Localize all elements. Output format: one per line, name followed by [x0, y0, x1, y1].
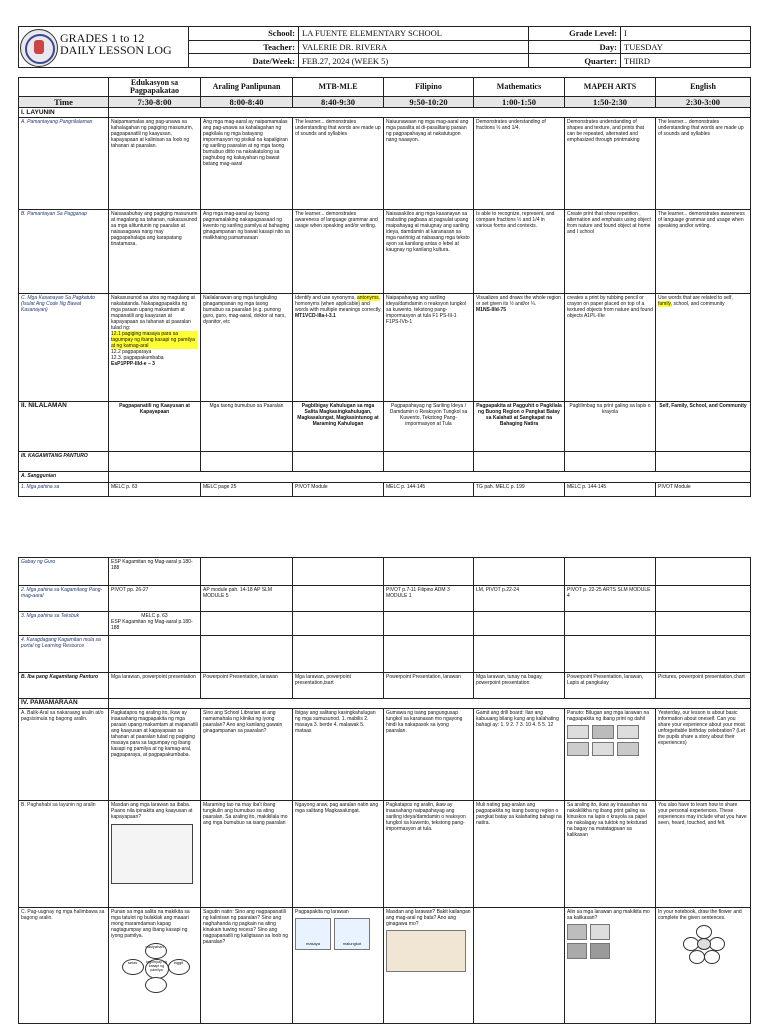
cell-rbh-mapeh: Sa araling ito, ikaw ay inaasahan na nakakilikha ng ibang print galing sa kinuskos na lapis o krayola sa papel na nakalagay sa tuktok ng teksturad na bagay na matatagpuan sa kalikasan: [565, 801, 656, 908]
sad-child-image: [334, 918, 370, 950]
happy-child-caption: masaya: [305, 941, 320, 946]
print-images-row-1: [567, 725, 653, 739]
cell-pahina-esp: MELC p. 63: [109, 483, 201, 497]
cell-rb-filipino: Powerpoint Presentation, larawan: [384, 673, 474, 699]
cell-rc-esp-text: Punan sa mga salita na makikita sa mga tatulot ng bulaklak ang maaari mong maramdaman kapag nagtagumpay ang ibang kasapi ng iyong pamilya.: [111, 909, 190, 939]
cell-c-english-highlight: family: [658, 301, 671, 307]
time-english: 2:30-3:00: [656, 97, 751, 108]
cell-c-esp-code: EsP1PPP-IIId-e – 3: [111, 361, 155, 367]
cell-rc-esp: [109, 908, 201, 1024]
school-value: LA FUENTE ELEMENTARY SCHOOL: [299, 27, 529, 41]
cell-pahina-filipino: MELC p. 144-145: [384, 483, 474, 497]
date-week-value: FEB.27, 2024 (WEEK 5): [299, 54, 529, 68]
cell-c-english: [656, 294, 751, 402]
section-pamamaraan: IV. PAMAMARAAN: [19, 699, 109, 709]
row-label-paghahabi: B. Paghahabi sa layunin ng aralin: [19, 801, 109, 908]
cell-a-filipino: Naiuunawaan ng mga mag-aaral ang mga pasalita at di-pasalitang paraan ng pagpapahayag at nakatutugon nang naaayon.: [384, 118, 474, 210]
day-value: TUESDAY: [621, 40, 751, 54]
cell-ra-mapeh: [565, 709, 656, 801]
cell-c-filipino: Naipapahayag ang sariling ideya/damdamin o reaksyon tungkol sa kuwento, tekstong pang-impormasyon at tula F1 PS-III-1 F1PS-IVb-1: [384, 294, 474, 402]
leaf-print-image: [567, 725, 589, 739]
nature-images-row: [567, 924, 653, 940]
cell-ra-ap: Sino ang School Librarian at ang namamahala ng klinika ng iyong paaralan? Ano ang kanilang gawain ginagampanan sa paaralan?: [201, 709, 293, 801]
happy-child-image: [295, 918, 331, 950]
cell-c-esp-text: Nakasusunod sa utos ng magulang at nakatatanda. Nakapagpapakita ng mga paraan upang makamtam at mapanatili ang kaayusan at kapayapaan sa tahanan at paaralan tulad ng:: [111, 295, 195, 331]
sad-child-caption: malungkot: [342, 941, 362, 946]
mushroom-image: [567, 924, 587, 940]
row-label-pag-uugnay: C. Pag-uugnay ng mga halimbawa sa bagong aralin.: [19, 908, 109, 1024]
cell-pahina-ap: MELC page 25: [201, 483, 293, 497]
nature-images-row-2: [567, 943, 653, 959]
cell-c-english-text-b: , school, and community: [670, 301, 725, 307]
subject-header-ap: Araling Panlipunan: [201, 78, 293, 97]
cell-c-english-text-a: Use words that are related to self,: [658, 295, 733, 301]
cell-b-english: The learner... demonstrates awareness of language grammar and usage when speaking and/or writing.: [656, 210, 751, 294]
cell-r2-english: [656, 586, 751, 612]
cell-rb-english: Pictures, powerpoint presentation,chart: [656, 673, 751, 699]
time-mapeh: 1:50-2:30: [565, 97, 656, 108]
quarter-label: Quarter:: [529, 54, 621, 68]
teacher-value: VALERIE DR. RIVERA: [299, 40, 529, 54]
cell-gabay-esp: ESP Kagamitan ng Mag-aaral p.180-188: [109, 558, 201, 586]
title-line-2: DAILY LESSON LOG: [60, 43, 172, 57]
title-line-1: GRADES 1 to 12: [60, 31, 145, 45]
cell-a-mtb: The learner... demonstrates understanding that words are made up of sounds and syllables: [293, 118, 384, 210]
cell-b-esp: Naisasabuhay ang pagiging masunurin at magalang sa tahanan, nakasusunod sa mga alituntunin ng paaralan at naisasagawa nang may pagpapahalaga ang karapatang tinatamasa.: [109, 210, 201, 294]
cell-r2-mtb: [293, 586, 384, 612]
cell-rc-filipino: [384, 908, 474, 1024]
row-label-kagamitang-pang-mag-aaral: 2. Mga pahina sa Kagamitang Pang-mag-aaral: [19, 586, 109, 612]
cell-c-mtb-text-a: Identify and use synonyms,: [295, 295, 357, 301]
section-nilalaman: II. NILALAMAN: [19, 402, 109, 452]
row-label-pamantayang-pangnilalaman: A. Pamantayang Pangnilalaman: [19, 118, 109, 210]
row-label-mga-pahina: 1. Mga pahina sa: [19, 483, 109, 497]
cell-r3-esp-melc: MELC p. 63: [141, 613, 168, 619]
cell-b-mapeh: Create print that show repetition , alternation and emphasis using object from nature and found object at home and I school: [565, 210, 656, 294]
time-mtb: 8:40-9:30: [293, 97, 384, 108]
cell-ra-math: Gamit ang drill board: Ilan ang kabuuang bilang kung ang kalahating bahagi ay: 1. 9 2. 7 3. 10 4. 5 5. 12: [474, 709, 565, 801]
cell-rb-mapeh: Powerpoint Presentation, larawan, Lapis at pangkulay: [565, 673, 656, 699]
page-gap: [0, 515, 768, 552]
flower-drawing-icon: [681, 925, 725, 965]
flower-petal-top: nasiyahan: [145, 943, 167, 959]
subject-header-mtb: MTB-MLE: [293, 78, 384, 97]
fabric-print-image: [592, 742, 614, 756]
cell-rc-mapeh-text: Alin sa mga larawan ang makikita mo sa kalikasan?: [567, 909, 650, 921]
cell-c-math: [474, 294, 565, 402]
cell-r3-esp: [109, 612, 201, 636]
cell-rc-math: [474, 908, 565, 1024]
comic-illustration-image: [111, 824, 193, 884]
time-filipino: 9:50-10:20: [384, 97, 474, 108]
subject-header-esp: Edukasyon sa Pagpapakatao: [109, 78, 201, 97]
cell-rb-mtb: Mga larawan, powerpoint presentation,tsart: [293, 673, 384, 699]
texture-print-image: [617, 742, 639, 756]
cell-pahina-mtb: PIVOT Module: [293, 483, 384, 497]
day-label: Day:: [529, 40, 621, 54]
tree-image: [567, 943, 587, 959]
cell-ii-esp: Pagpapanatili ng Kaayusan at Kapayapaan: [109, 402, 201, 452]
cell-a-english: The learner... demonstrates understanding that words are made up of sounds and syllables: [656, 118, 751, 210]
cell-c-esp-highlight: 12.1 pagiging masaya para sa tagumpay ng ibang kasapi ng pamilya at ng kamag-aral: [111, 331, 198, 349]
bark-print-image: [592, 725, 614, 739]
row-label-pamantayan-sa-pagganap: B. Pamantayan Sa Pagganap: [19, 210, 109, 294]
cell-ii-math: Pagpapakita at Pagguhit o Pagkilala ng Buong Region o Pangkat Batay sa Kalahati at Sangkapat na Bahaging Natira: [474, 402, 565, 452]
cell-rc-english: [656, 908, 751, 1024]
cell-ii-filipino: Pagpapahayag ng Sariling Ideya / Damdamin o Reaksyon Tungkol sa Kuwento, Tekstong Pang-impormasyon at Tula: [384, 402, 474, 452]
stone-print-image: [617, 725, 639, 739]
row-label-balik-aral: A. Balik-Aral sa nakaraang aralin at/o pagsisimula ng bagong aralin.: [19, 709, 109, 801]
cell-c-math-code: M1NS-IIId-75: [476, 307, 507, 313]
cell-b-ap: Ang mga mag-aaral ay buong pagmamalaking nakapagsasaad ng kwento ng sariling pamilya at bahaging ginagampanan ng bawat kasapi nito sa malikhaing pamamaraan: [201, 210, 293, 294]
cell-c-ap: Nailalarawan ang mga tungkuling ginagampanan ng mga taong bumubuo sa paaralan (e.g. punong guro, guro, mag-aaral, doktor at nars, dyanitor, etc: [201, 294, 293, 402]
cell-a-mapeh: Demonstrates understanding of shapes and texture, and prints that can be repeated, alternated and emphasized through printmaking: [565, 118, 656, 210]
cell-rc-mtb-text: Pagpapakita ng larawan: [295, 909, 349, 915]
cell-pahina-math: TG pah. MELC p. 199: [474, 483, 565, 497]
flower-petal-right: inggit: [168, 959, 190, 975]
cell-pahina-mapeh: MELC p. 144-145: [565, 483, 656, 497]
cell-rb-ap: Powerpoint Presentation, larawan: [201, 673, 293, 699]
date-week-label: Date/Week:: [189, 54, 299, 68]
cell-r2-mapeh: PIVOT p. 22-25 ARTS SLM MODULE 4: [565, 586, 656, 612]
cell-rb-math: Mga larawan, tunay na bagay, powerpoint presentation: [474, 673, 565, 699]
cell-rbh-esp: [109, 801, 201, 908]
leaf-image: [590, 924, 610, 940]
cell-rc-filipino-text: Masdan ang larawan? Bakit kailangan ang mag-aral ng bata? Ano ang ginagawa mo?: [386, 909, 471, 927]
cell-c-mapeh: creates a print by rubbing pencil or crayon on paper placed on top of a textured objects from nature and found objects A1PL-IIIe: [565, 294, 656, 402]
cell-rc-english-text: In your notebook, draw the flower and complete the given sentences.: [658, 909, 742, 921]
row-label-iba-pang-kagamitan: B. Iba pang Kagamitang Panturo: [19, 673, 109, 699]
panda-image: [567, 742, 589, 756]
cell-rbh-esp-text: Masdan ang mga larawan sa ibaba. Paano nila ipinakita ang kaayusan at kapayapaan?: [111, 802, 193, 820]
grade-level-label: Grade Level:: [529, 27, 621, 41]
cell-ii-mtb: Pagbibigay Kahulugan sa mga Salita Magkasingkahulugan, Magkasalungat, Magkasintunog at Maraming Kahulugan: [293, 402, 384, 452]
cell-ra-mapeh-text: Panuto: Bilugan ang mga larawan na nagpapakita ng ibang print ng dahil: [567, 710, 650, 722]
cell-c-esp-item-1: 12.2 pagpaparaya: [111, 349, 152, 355]
grade-level-value: I: [621, 27, 751, 41]
time-ap: 8:00-8:40: [201, 97, 293, 108]
cell-a-esp: Naipamamalas ang pag-unawa sa kahalagahan ng pagiging masunurin, pagpapanatili ng kaayusan, kapayapaan at kalinisan sa loob ng tahanan at paaralan.: [109, 118, 201, 210]
flower-center: tagumpay ng kasapi ng pamilya: [145, 959, 169, 979]
subject-header-filipino: Filipino: [384, 78, 474, 97]
cell-r2-math: LM, PIVOT p.22-24: [474, 586, 565, 612]
cell-rbh-math: Muli nating pag-aralan ang pagpapakita ng isang buong region o pangkat batay sa kalahating bahagi na natira.: [474, 801, 565, 908]
quarter-value: THIRD: [621, 54, 751, 68]
cell-a-math: Demonstrates understanding of fractions ½ and 1/4.: [474, 118, 565, 210]
cell-a-ap: Ang mga mag-aaral ay naipamamalas ang pag-unawa sa kahalagahan ng pagkilala ng mga batayang impormasyon ng pisikal na kapaligiran ng sariling paaralan at ng mga taong bumubuo ditto na nakakatulong sa paghubog ng kakayahan ng bawat batang mag-aaral: [201, 118, 293, 210]
cell-ra-mtb: Ibigay ang salitang kasingkahulugan ng mga sumusunod. 1. mabilis 2. masaya 3. berde 4. malawak 5. mataas: [293, 709, 384, 801]
cell-c-mtb-code: MT1VCD-IIIa-i-3.1: [295, 313, 336, 319]
cell-ra-filipino: Gumawa ng isang pangungusap tungkol sa karanasan mo ngayong hindi ka nakapasok sa iyong paaralan.: [384, 709, 474, 801]
cell-rc-ap: Sagutin natin: Sino ang nagpapanatili ng kalinisan ng paaralan? Sino ang naghahanda ng pagkain na ating kinakain tuwing recess? Sino ang nagpapanatili ng kaligtasan sa loob ng paaralan?: [201, 908, 293, 1024]
cell-c-esp: [109, 294, 201, 402]
cell-ii-english: Self, Family, School, and Community: [656, 402, 751, 452]
cell-pahina-english: PIVOT Module: [656, 483, 751, 497]
time-esp: 7:30-8:00: [109, 97, 201, 108]
cell-rbh-english: You also have to learn how to share your personal experiences. These experiences may include what you have seen, heard, touched, and felt.: [656, 801, 751, 908]
cell-ii-mapeh: Paglilimbag na print galing sa lapis o krayola: [565, 402, 656, 452]
cell-r3-esp-kagamitan: ESP Kagamitan ng Mag-aaral p.180-188: [111, 619, 193, 631]
cell-c-mtb: [293, 294, 384, 402]
cell-rbh-mtb: Ngayong araw, pag aaralan natin ang mga salitang Magkasalungat.: [293, 801, 384, 908]
cell-b-filipino: Naisasakilos ang mga kasanayan sa mabuting pagbasa at pagsulat upang maipahayag at maiugnay ang sariling ideya, damdamin at karanasan sa mga naririnig at nabasang mga teksto ayon sa kanilang antas o lebel at kaugnay ng kanilang kultura.: [384, 210, 474, 294]
cell-r2-ap: AP module pah. 14-18 AP SLM MODULE 5: [201, 586, 293, 612]
row-label-mga-kasanayan: C. Mga Kasanayan Sa Pagkatuto (Isulat Ang Code Ng Bawat Kasanayan): [19, 294, 109, 402]
subject-header-math: Mathematics: [474, 78, 565, 97]
school-label: School:: [189, 27, 299, 41]
cell-rb-esp: Mga larawan, powerpoint presentation: [109, 673, 201, 699]
row-label-karagdagang-kagamitan: 4. Karagdagang Kagamitan mula sa portal ng Learning Resource: [19, 636, 109, 673]
cell-ra-english: Yesterday, our lesson is about basic information about oneself. Can you share your experience about your most unforgettable birthday celebration? (Let the pupils share a story about their experiences): [656, 709, 751, 801]
blank-header-cell: [19, 78, 109, 97]
subject-header-english: English: [656, 78, 751, 97]
time-label: Time: [19, 97, 109, 108]
cell-rbh-ap: Maraming tao na may iba't ibang tungkulin ang bumubuo sa ating paaralan. Sa araling ito, makikilala mo ang mga bumubuo sa isang paaralan: [201, 801, 293, 908]
cell-rbh-filipino: Pagkatapos ng aralin, ikaw ay inaasahang naipapahayag ang sariling ideya/damdamin o reaksyon tungkol sa kuwento, tekstong pang-impormasyon at tula.: [384, 801, 474, 908]
emotion-images-row: [295, 918, 381, 950]
print-images-row-2: [567, 742, 653, 756]
cell-c-mtb-highlight: antonyms: [356, 295, 379, 301]
cell-rc-mtb: [293, 908, 384, 1024]
row-label-gabay-ng-guro: Gabay ng Guro: [19, 558, 109, 586]
cell-c-math-text: Visualizes and draws the whole region or set given its ½ and/or ¼.: [476, 295, 561, 307]
teacher-label: Teacher:: [189, 40, 299, 54]
subject-header-mapeh: MAPEH ARTS: [565, 78, 656, 97]
cell-r2-filipino: PIVOT p.7-11 Filipino ADM 3 MODULE 1: [384, 586, 474, 612]
classroom-image: [386, 930, 466, 972]
section-layunin: I. LAYUNIN: [19, 108, 109, 118]
cell-ra-esp: Pagkatapos ng araling ito, ikaw ay inaasahang magpapakita ng mga paraan upang makamtam at mapanatili ang kaayusan at kapayapaan sa tahanan at paaralan tulad ng pagiging masaya para sa tagumpay ng ibang kasapi ng pamilya at ng kamag-aral, pagpaparaya, at pagpapakumbaba.: [109, 709, 201, 801]
cell-c-esp-item-2: 12.3. pagpapakumbaba: [111, 355, 164, 361]
stone-image: [590, 943, 610, 959]
cell-rc-mapeh: [565, 908, 656, 1024]
page-two: [0, 552, 768, 1024]
lesson-log-table: [18, 77, 751, 497]
lesson-log-table-continued: [18, 557, 751, 1024]
section-kagamitang: III. KAGAMITANG PANTURO: [19, 452, 109, 472]
header-info-table: [18, 26, 751, 68]
flower-diagram: [120, 943, 190, 993]
flower-petal-left: selos: [122, 959, 144, 975]
time-math: 1:00-1:50: [474, 97, 565, 108]
flower-petal-bottom: [145, 977, 167, 993]
cell-b-math: Is able to recognize, represent, and compare fractions ½ and 1/4 in various forms and contexts.: [474, 210, 565, 294]
cell-r2-esp: PIVOT pp. 26-27: [109, 586, 201, 612]
row-label-sanggunian: A. Sanggunian: [19, 472, 109, 483]
row-label-teksbuk: 3. Mga pahina sa Teksbuk: [19, 612, 109, 636]
cell-b-mtb: The learner... demonstrates awareness of language grammar and usage when speaking and/or writing.: [293, 210, 384, 294]
cell-c-mtb-text-b: , homonyms (when applicable) and words with multiple meanings correctly: [295, 295, 381, 313]
cell-ii-ap: Mga taong bumubuo sa Paaralan: [201, 402, 293, 452]
